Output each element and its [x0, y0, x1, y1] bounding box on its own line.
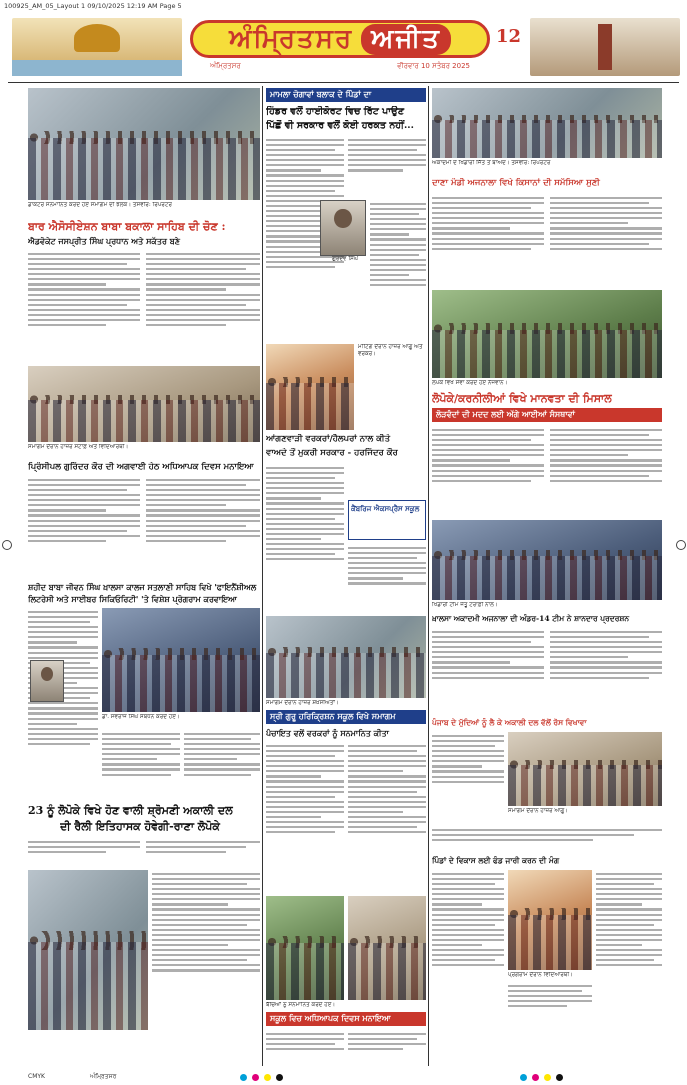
color-swatch — [264, 1074, 271, 1081]
sidebox-heading: ਕੈਂਬਰਿਜ ਐਕਸਪ੍ਰੈਸ ਸਕੂਲ — [351, 504, 420, 513]
article-body — [184, 730, 260, 800]
masthead-title — [190, 20, 490, 58]
news-photo — [266, 616, 426, 698]
news-photo — [266, 896, 344, 1000]
photo-caption: ਗੁਰਦੇਵ ਸਿੰਘ — [331, 256, 359, 262]
article-body — [370, 200, 426, 340]
headline-band: ਸਕੂਲ ਵਿਚ ਅਧਿਆਪਕ ਦਿਵਸ ਮਨਾਇਆ — [266, 1012, 426, 1026]
article-body — [152, 870, 260, 1030]
registration-mark — [676, 540, 686, 550]
headline: ਪਿੱਛੋਂ ਵੀ ਸਰਕਾਰ ਵਲੋਂ ਕੋਈ ਹਰਕਤ ਨਹੀਂ... — [266, 120, 414, 131]
headline: ਹਿੰਡਰ ਵਲੋਂ ਹਾਈਕੋਰਟ ਵਿਚ ਰਿੱਟ ਪਾਉਣ — [266, 106, 405, 117]
article-body — [28, 250, 140, 360]
color-swatch — [556, 1074, 563, 1081]
color-swatch — [520, 1074, 527, 1081]
photo-caption: ਲੋਪੋਕੇ ਵਿਖੇ ਸੇਵਾ ਕਰਦੇ ਹੋਏ ਨੌਜਵਾਨ। — [432, 380, 508, 386]
article-body — [348, 136, 426, 196]
article-body — [432, 732, 504, 822]
subheadline: ਐਡਵੋਕੇਟ ਜਸਪ੍ਰੀਤ ਸਿੰਘ ਪ੍ਰਧਾਨ ਅਤੇ ਸਕੱਤਰ ਬਣੇ — [28, 236, 180, 246]
headline: ਲੋਪੋਕੇ/ਕਰਨੀਲੀਆਂ ਵਿਖੇ ਮਾਨਵਤਾ ਦੀ ਮਿਸਾਲ — [432, 392, 612, 405]
footer — [0, 1070, 687, 1085]
print-slug: 100925_AM_05_Layout 1 09/10/2025 12:19 AM Page 5 — [4, 2, 182, 10]
headline: ਸ਼ਹੀਦ ਬਾਬਾ ਜੀਵਨ ਸਿੰਘ ਖ਼ਾਲਸਾ ਕਾਲਜ ਸਤਲਾਣੀ ਸਾਹਿਬ ਵਿਖੇ 'ਫਾਇਨੈਂਸ਼ੀਅਲ — [28, 582, 257, 592]
news-photo — [508, 870, 592, 970]
photo-caption: ਪ੍ਰੋਗਰਾਮ ਦੌਰਾਨ ਵਿਦਿਆਰਥੀ। — [508, 972, 573, 978]
news-photo — [28, 88, 260, 200]
headline: 23 ਨੂੰ ਲੋਪੋਕੇ ਵਿਖੇ ਹੋਣ ਵਾਲੀ ਸ਼੍ਰੋਮਣੀ ਅਕਾਲੀ ਦਲ — [28, 804, 233, 817]
headline: ਦਾਣਾ ਮੰਡੀ ਅਜਨਾਲਾ ਵਿਖੇ ਕਿਸਾਨਾਂ ਦੀ ਸਮੱਸਿਆ ਸੁਣੀ — [432, 178, 600, 188]
color-swatch — [252, 1074, 259, 1081]
headline: ਬਾਰ ਐਸੋਸੀਏਸ਼ਨ ਬਾਬਾ ਬਕਾਲਾ ਸਾਹਿਬ ਦੀ ਚੋਣ : — [28, 220, 226, 233]
color-swatch — [276, 1074, 283, 1081]
page-number: 12 — [496, 26, 522, 47]
news-photo — [432, 290, 662, 378]
article-body — [28, 476, 140, 576]
column-rule — [262, 86, 263, 1066]
registration-mark — [2, 540, 12, 550]
headline: ਵਾਅਦੇ ਤੋਂ ਮੁਕਰੀ ਸਰਕਾਰ - ਹਰਜਿੰਦਰ ਕੌਰ — [266, 448, 398, 458]
memorial-tower-image — [530, 18, 680, 76]
masthead-rule — [8, 82, 679, 83]
photo-caption: ਸਮਾਗਮ ਦੌਰਾਨ ਹਾਜ਼ਰ ਆਗੂ। — [508, 808, 569, 814]
photo-caption: ਖਿਡਾਰੀ ਟੀਮ ਜੇਤੂ ਟਰਾਫ਼ੀ ਨਾਲ। — [432, 602, 498, 608]
edition-label: ਅੰਮ੍ਰਿਤਸਰ — [210, 62, 241, 70]
masthead-subline — [210, 62, 470, 71]
article-body — [432, 870, 504, 1030]
article-body — [550, 628, 662, 714]
golden-temple-image — [12, 18, 182, 76]
headline: ਪਿੰਡਾਂ ਦੇ ਵਿਕਾਸ ਲਈ ਫੰਡ ਜਾਰੀ ਕਰਨ ਦੀ ਮੰਗ — [432, 856, 560, 865]
color-swatch — [240, 1074, 247, 1081]
color-swatch — [532, 1074, 539, 1081]
article-body — [432, 628, 544, 714]
article-body — [432, 426, 544, 518]
sidebox — [348, 500, 426, 540]
photo-caption: ਸਮਾਗਮ ਦੌਰਾਨ ਹਾਜ਼ਰ ਸ਼ਖ਼ਸੀਅਤਾਂ। — [266, 700, 339, 706]
photo-caption: ਡਾਕਟਰ ਸਨਮਾਨਿਤ ਕਰਦੇ ਹੋਏ ਸਮਾਗਮ ਦੀ ਝਲਕ। ਤਸਵੀਰ: ਰਿਪੋਰਟਰ — [28, 202, 172, 208]
photo-caption: ਮੀਟਿੰਗ ਦੌਰਾਨ ਹਾਜ਼ਰ ਆਗੂ ਅਤੇ ਵਰਕਰ। — [358, 344, 423, 357]
date-label: ਵੀਰਵਾਰ 10 ਸਤੰਬਰ 2025 — [397, 62, 470, 70]
article-body — [266, 742, 344, 892]
article-body — [550, 194, 662, 286]
color-swatch — [544, 1074, 551, 1081]
headline-band: ਲੋੜਵੰਦਾਂ ਦੀ ਮਦਦ ਲਈ ਅੱਗੇ ਆਈਆਂ ਸੰਸਥਾਵਾਂ — [432, 408, 662, 422]
article-body — [508, 982, 592, 1030]
headline: ਖ਼ਾਲਸਾ ਅਕਾਦਮੀ ਅਜਨਾਲਾ ਦੀ ਅੰਡਰ-14 ਟੀਮ ਨੇ ਸ਼ਾਨਦਾਰ ਪ੍ਰਦਰਸ਼ਨ — [432, 614, 630, 623]
title-ajit: ਅਜੀਤ — [361, 24, 451, 55]
headline: ਦੀ ਰੈਲੀ ਇਤਿਹਾਸਕ ਹੋਵੇਗੀ-ਰਾਣਾ ਲੋਪੋਕੇ — [60, 820, 220, 833]
article-body — [28, 838, 140, 868]
news-photo — [28, 870, 148, 1030]
article-body — [146, 250, 260, 360]
headline: ਪ੍ਰਿੰਸੀਪਲ ਗੁਰਿੰਦਰ ਕੌਰ ਦੀ ਅਗਵਾਈ ਹੇਠ ਅਧਿਆਪਕ ਦਿਵਸ ਮਨਾਇਆ — [28, 462, 254, 472]
photo-caption: ਸਮਾਗਮ ਦੌਰਾਨ ਹਾਜ਼ਰ ਸਟਾਫ਼ ਅਤੇ ਵਿਦਿਆਰਥੀ। — [28, 444, 129, 450]
photo-caption: ਬੱਚਿਆਂ ਨੂੰ ਸਨਮਾਨਿਤ ਕਰਦੇ ਹੋਏ। — [266, 1002, 336, 1008]
article-body — [596, 870, 662, 1030]
kicker-band: ਮਾਮਲਾ ਚੋਗਾਵਾਂ ਬਲਾਕ ਦੇ ਪਿੰਡਾਂ ਦਾ — [266, 88, 426, 102]
news-photo — [102, 608, 260, 712]
news-photo — [28, 366, 260, 442]
article-body — [266, 464, 344, 614]
headline: ਪੰਜਾਬ ਦੇ ਮੁੱਦਿਆਂ ਨੂੰ ਲੈ ਕੇ ਅਕਾਲੀ ਦਲ ਵੱਲੋਂ ਰੋਸ ਵਿਖਾਵਾ — [432, 718, 587, 727]
article-body — [102, 730, 180, 800]
article-body — [432, 826, 662, 852]
article-body — [432, 194, 544, 286]
article-body — [348, 544, 426, 614]
column-rule — [428, 86, 429, 1066]
masthead-title-block — [190, 20, 522, 76]
headline: ਪੰਚਾਇਤ ਵਲੋਂ ਵਰਕਰਾਂ ਨੂੰ ਸਨਮਾਨਿਤ ਕੀਤਾ — [266, 728, 389, 738]
news-photo — [432, 520, 662, 600]
news-photo — [508, 732, 662, 806]
news-photo — [348, 896, 426, 1000]
article-body — [28, 608, 98, 798]
article-body — [146, 476, 260, 576]
footer-cmyk-label: CMYK — [28, 1073, 45, 1080]
news-photo — [266, 344, 354, 430]
masthead — [0, 14, 687, 80]
title-amritsar: ਅੰਮ੍ਰਿਤਸਰ — [229, 23, 354, 54]
headline: ਆਂਗਣਵਾੜੀ ਵਰਕਰਾਂ/ਹੈਲਪਰਾਂ ਨਾਲ ਕੀਤੇ — [266, 434, 391, 444]
portrait-photo — [320, 200, 366, 256]
article-body — [348, 742, 426, 892]
headline: ਲਿਟਰੇਸੀ ਅਤੇ ਸਾਈਬਰ ਸਿਕਿਓਰਿਟੀ' 'ਤੇ ਵਿਸ਼ੇਸ਼ ਪ੍ਰੋਗਰਾਮ ਕਰਵਾਇਆ — [28, 594, 237, 604]
photo-caption: ਡਾ. ਸਵਰਾਜ ਸਿੰਘ ਸੰਬੋਧਨ ਕਰਦੇ ਹੋਏ। — [102, 714, 180, 720]
article-body — [348, 1030, 426, 1066]
photo-caption: ਅਕਾਦਮੀ ਦੇ ਖਿਡਾਰੀ ਜਿੱਤ ਤੋਂ ਬਾਅਦ। ਤਸਵੀਰ: ਰਿਪੋਰਟਰ — [432, 160, 551, 166]
article-body — [550, 426, 662, 518]
article-body — [266, 1030, 344, 1066]
news-photo — [432, 88, 662, 158]
headline-band: ਸ੍ਰੀ ਗੁਰੂ ਹਰਿਕ੍ਰਿਸ਼ਨ ਸਕੂਲ ਵਿਖੇ ਸਮਾਗਮ — [266, 710, 426, 724]
article-body — [146, 838, 260, 868]
footer-edition-label: ਅੰਮ੍ਰਿਤਸਰ — [90, 1073, 117, 1080]
portrait-photo — [30, 660, 64, 702]
